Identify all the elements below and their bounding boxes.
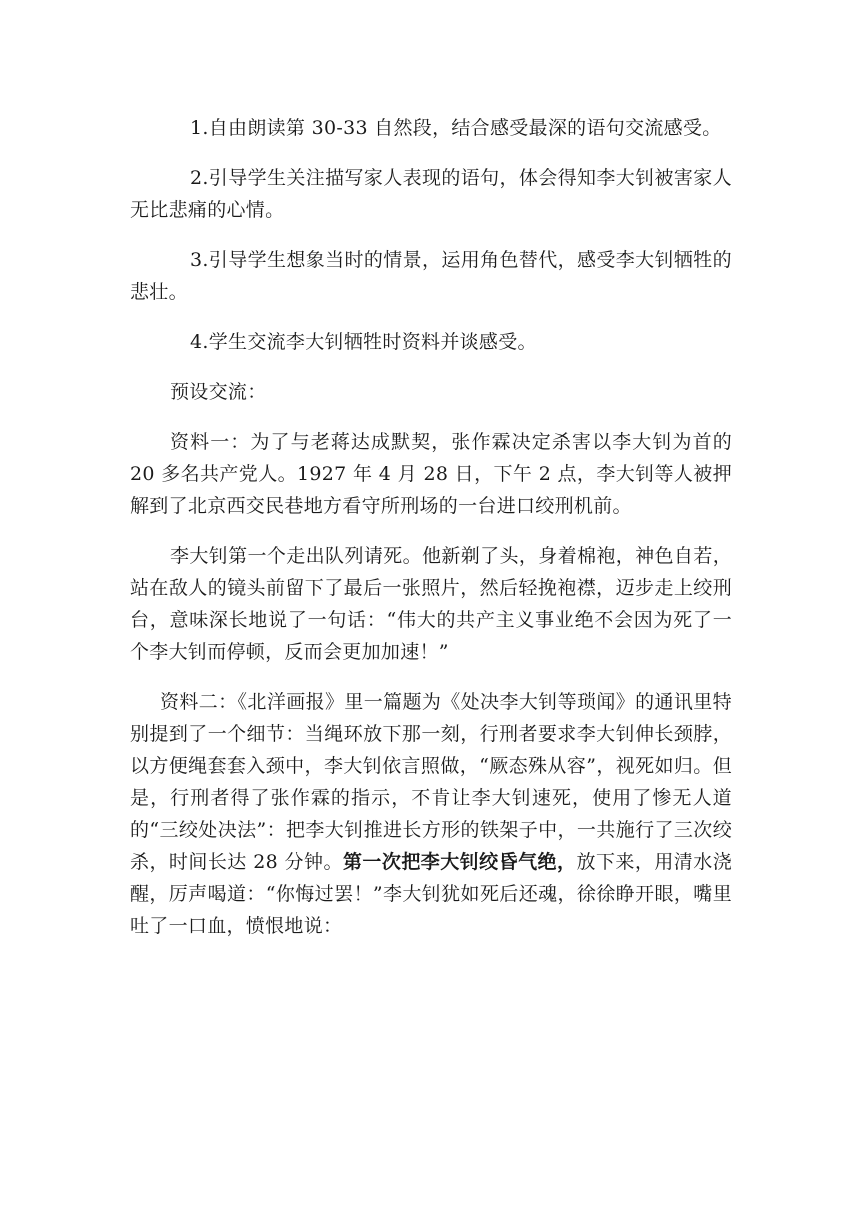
material-2-text-end: 放下来，用清水浇醒，厉声喝道：“你悔过罢！”李大钊犹如死后还魂，徐徐睁开眼，嘴里吐了一口血，愤恨地说： — [130, 851, 733, 937]
paragraph-step-2: 2.引导学生关注描写家人表现的语句，体会得知李大钊被害家人无比悲痛的心情。 — [130, 167, 732, 221]
material-2-bold-text: 第一次把李大钊绞昏气绝， — [342, 851, 577, 873]
paragraph-material-1-continued: 李大钊第一个走出队列请死。他新剃了头，身着棉袍，神色自若，站在敌人的镜头前留下了最后一张照片，然后轻挽袍襟，迈步走上绞刑台，意味深长地说了一句话：“伟大的共产主义事业绝不会因为死了一个李大钊而停顿，反而会更加加速！” — [130, 545, 732, 663]
paragraph-material-2 — [130, 686, 732, 942]
paragraph-step-3: 3.引导学生想象当时的情景，运用角色替代，感受李大钊牺牲的悲壮。 — [130, 249, 732, 303]
document-body — [130, 112, 732, 960]
paragraph-material-1: 资料一：为了与老蒋达成默契，张作霖决定杀害以李大钊为首的 20 多名共产党人。1927 年 4 月 28 日，下午 2 点，李大钊等人被押解到了北京西交民巷地方看守所刑场的一台进口绞刑机前。 — [130, 431, 732, 517]
material-2-text: 资料二：《北洋画报》里一篇题为《处决李大钊等琐闻》的通讯里特别提到了一个细节：当绳环放下那一刻，行刑者要求李大钊伸长颈脖，以方便绳套套入颈中，李大钊依言照做，“厥态殊从容”，视死如归。但是，行刑者得了张作霖的指示，不肯让李大钊速死，使用了惨无人道的“三绞处决法”：把李大钊推进长方形的铁架子中，一共施行了三次绞杀，时间长达 28 分钟。 — [130, 691, 732, 873]
paragraph-preset-heading: 预设交流： — [170, 381, 267, 403]
paragraph-step-4: 4.学生交流李大钊牺牲时资料并谈感受。 — [190, 331, 537, 353]
paragraph-step-1: 1.自由朗读第 30-33 自然段，结合感受最深的语句交流感受。 — [190, 117, 722, 139]
